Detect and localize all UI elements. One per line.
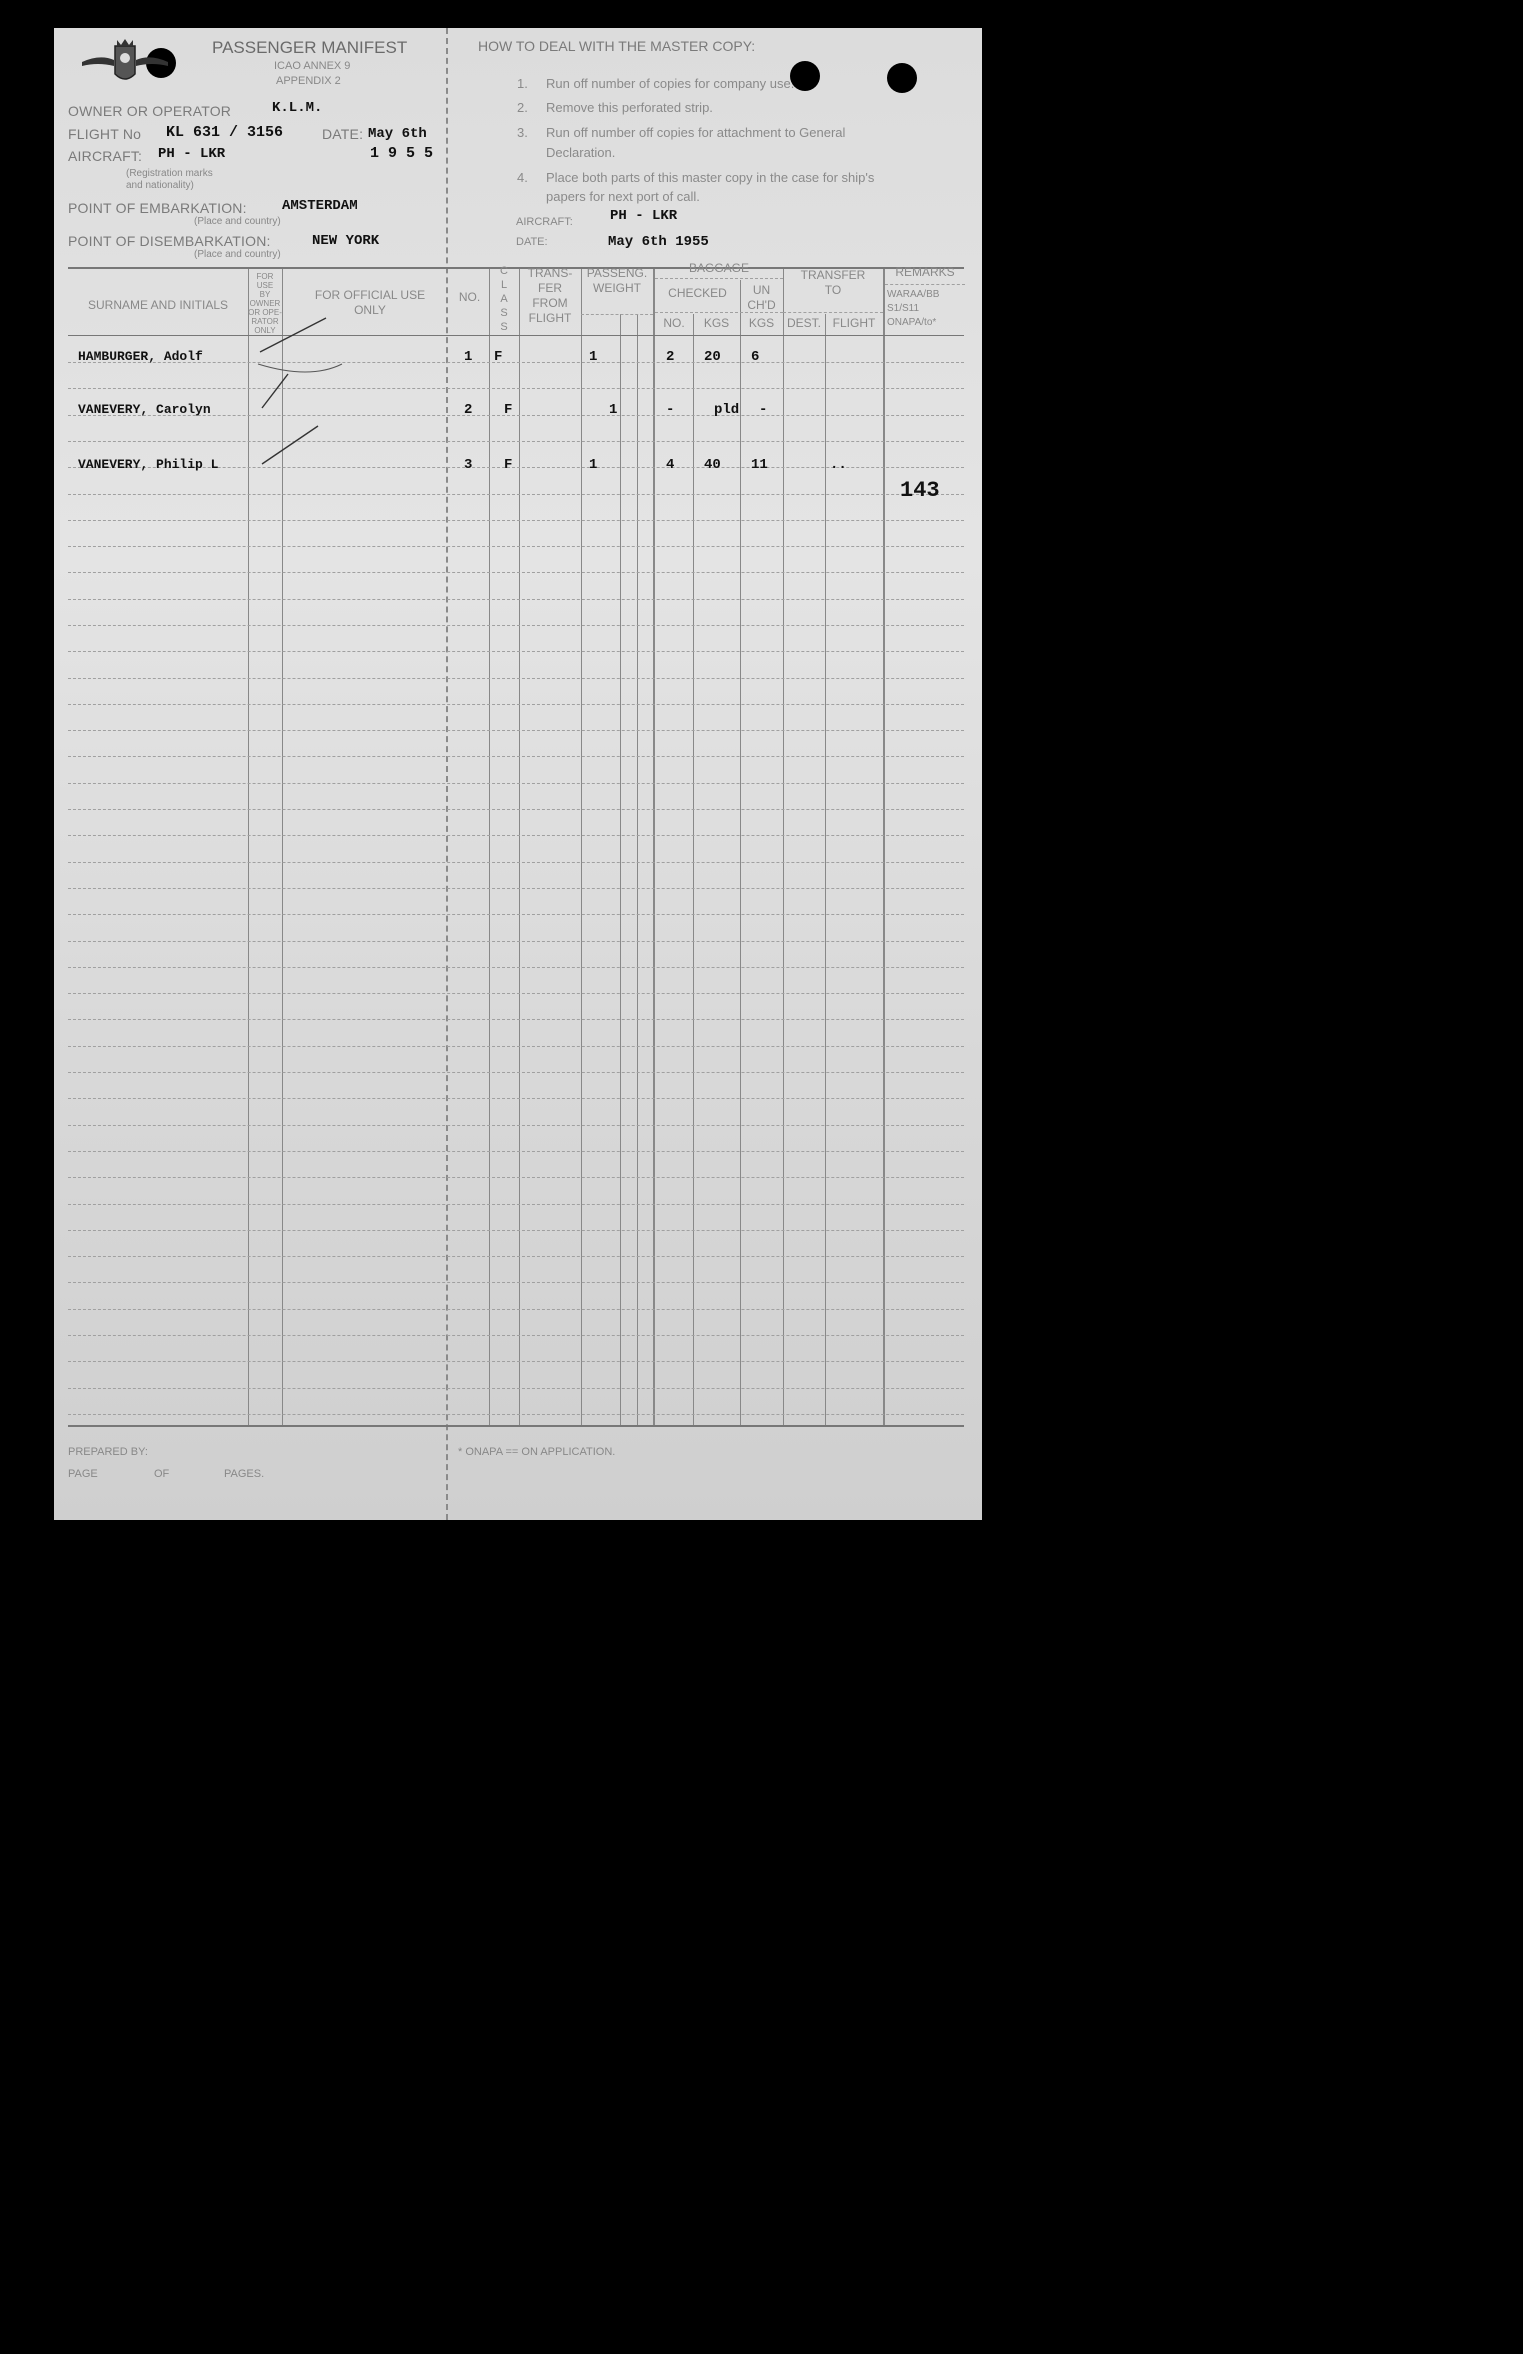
col-header-checked: CHECKED: [668, 286, 727, 300]
passenger-class: F: [504, 457, 513, 473]
flight-label: FLIGHT No: [68, 126, 142, 142]
baggage-no: 4: [666, 457, 675, 473]
ruled-line: [68, 1046, 964, 1047]
ruled-line: [68, 1125, 964, 1126]
ruled-line: [68, 941, 964, 942]
table-bottom-rule: [68, 1425, 964, 1427]
col-header-class: C L A S S: [500, 265, 508, 333]
date-value-2: 1 9 5 5: [370, 145, 434, 162]
form-title: PASSENGER MANIFEST: [212, 38, 408, 57]
ruled-line: [68, 520, 964, 521]
ruled-line: [68, 1019, 964, 1020]
instr-aircraft-label: AIRCRAFT:: [516, 216, 573, 228]
ruled-line: [68, 388, 964, 389]
col-divider: [693, 314, 694, 1426]
owner-value: K.L.M.: [272, 100, 323, 116]
check-marks: [250, 308, 370, 468]
ruled-line: [68, 678, 964, 679]
ruled-line: [68, 625, 964, 626]
klm-crest-logo: [80, 36, 170, 92]
passenger-weight-b: 1: [609, 402, 618, 418]
passenger-weight-a: 1: [589, 457, 598, 473]
passenger-class: F: [494, 349, 503, 365]
instruction-number: 3.: [517, 125, 528, 140]
col-header-unchecked: UN CH'D: [747, 283, 776, 312]
col-header-surname: SURNAME AND INITIALS: [87, 298, 229, 312]
col-header-transfer-from: TRANS- FER FROM FLIGHT: [527, 266, 573, 325]
instructions-title: HOW TO DEAL WITH THE MASTER COPY:: [478, 38, 756, 54]
col-header-remarks-sub: WARAA/BB S1/S11 ONAPA/to*: [887, 289, 940, 328]
date-value-1: May 6th: [368, 126, 427, 142]
instruction-text: papers for next port of call.: [546, 189, 700, 204]
col-header-official-use: FOR OFFICIAL USE ONLY: [314, 288, 426, 317]
instruction-number: 4.: [517, 170, 528, 185]
instruction-number: 1.: [517, 76, 528, 91]
header-subrule: [783, 312, 883, 313]
unchecked-kgs: 11: [751, 457, 768, 473]
baggage-no: 2: [666, 349, 675, 365]
passenger-weight-a: 1: [589, 349, 598, 365]
ruled-line: [68, 730, 964, 731]
col-divider: [740, 280, 741, 1426]
ruled-line: [68, 572, 964, 573]
instruction-text: Run off number of copies for company use.: [546, 76, 795, 91]
date-label: DATE:: [322, 126, 364, 142]
unchecked-kgs: 6: [751, 349, 760, 365]
unchecked-kgs: -: [759, 402, 768, 418]
col-divider: [883, 269, 885, 1426]
ruled-line: [68, 546, 964, 547]
ruled-line: [68, 809, 964, 810]
instr-date-label: DATE:: [516, 236, 548, 248]
col-divider: [581, 269, 582, 1426]
transfer-flight: ..: [830, 457, 847, 473]
baggage-no: -: [666, 402, 675, 418]
ruled-line: [68, 835, 964, 836]
instr-aircraft-value: PH - LKR: [610, 208, 678, 224]
col-header-owner-use: FOR USE BY OWNER OR OPE- RATOR ONLY: [248, 272, 282, 335]
col-divider: [620, 314, 621, 1426]
instruction-text: Declaration.: [546, 145, 616, 160]
ruled-line: [68, 783, 964, 784]
baggage-kgs: 20: [704, 349, 721, 365]
onapa-note: * ONAPA == ON APPLICATION.: [458, 1446, 616, 1458]
ruled-line: [68, 494, 964, 495]
owner-label: OWNER OR OPERATOR: [68, 103, 232, 119]
col-header-passenger-weight: PASSENG. WEIGHT: [586, 266, 648, 295]
embarkation-value: AMSTERDAM: [282, 198, 358, 214]
passenger-name: VANEVERY, Philip L: [78, 457, 219, 472]
col-header-dest: DEST.: [786, 316, 821, 330]
header-subrule: [581, 314, 653, 315]
header-subrule: [885, 284, 965, 285]
instruction-text: Remove this perforated strip.: [546, 100, 713, 115]
ruled-line: [68, 599, 964, 600]
col-divider: [637, 314, 638, 1426]
ruled-line: [68, 756, 964, 757]
ruled-line: [68, 1072, 964, 1073]
col-header-no: NO.: [458, 290, 481, 304]
col-divider: [825, 314, 826, 1426]
ruled-line: [68, 1151, 964, 1152]
registration-note-2: and nationality): [126, 180, 194, 191]
col-header-remarks: REMARKS: [895, 265, 955, 279]
ruled-line: [68, 888, 964, 889]
punch-hole: [790, 61, 820, 91]
punch-hole: [887, 63, 917, 93]
appendix-label: APPENDIX 2: [276, 75, 341, 87]
col-header-transfer-to: TRANSFER TO: [800, 268, 866, 297]
embarkation-label: POINT OF EMBARKATION:: [68, 200, 247, 216]
instruction-number: 2.: [517, 100, 528, 115]
instruction-text: Run off number off copies for attachment to General: [546, 125, 846, 140]
passenger-no: 2: [464, 402, 473, 418]
aircraft-value: PH - LKR: [158, 146, 226, 162]
ruled-line: [68, 993, 964, 994]
header-bottom-rule: [68, 335, 964, 336]
disembarkation-note: (Place and country): [194, 249, 281, 260]
ruled-line: [68, 914, 964, 915]
col-header-bag-no: NO.: [663, 316, 685, 330]
baggage-kgs: 40: [704, 457, 721, 473]
ruled-line: [68, 441, 964, 442]
prepared-by-label: PREPARED BY:: [68, 1446, 148, 1458]
perforation-line: [446, 28, 448, 1520]
flight-value: KL 631 / 3156: [166, 124, 284, 141]
disembarkation-value: NEW YORK: [312, 233, 380, 249]
col-header-baggage: BAGGAGE: [688, 261, 750, 275]
instruction-text: Place both parts of this master copy in the case for ship's: [546, 170, 875, 185]
passenger-name: VANEVERY, Carolyn: [78, 402, 211, 417]
passenger-name: HAMBURGER, Adolf: [78, 349, 203, 364]
ruled-line: [68, 1204, 964, 1205]
baggage-kgs: pld: [714, 402, 740, 418]
ruled-line: [68, 1098, 964, 1099]
col-divider: [248, 269, 249, 1426]
col-divider: [653, 269, 655, 1426]
instr-date-value: May 6th 1955: [608, 234, 709, 250]
col-header-unchecked-kgs: KGS: [748, 316, 775, 330]
ruled-line: [68, 1388, 964, 1389]
ruled-line: [68, 1309, 964, 1310]
passenger-no: 3: [464, 457, 473, 473]
embarkation-note: (Place and country): [194, 216, 281, 227]
header-subrule: [655, 278, 783, 279]
col-divider: [783, 269, 784, 1426]
manifest-page: [54, 28, 982, 1520]
col-divider: [519, 269, 520, 1426]
stamp-number: 143: [900, 478, 940, 503]
page-label: PAGE: [68, 1468, 98, 1480]
ruled-line: [68, 1230, 964, 1231]
ruled-line: [68, 967, 964, 968]
ruled-line: [68, 1361, 964, 1362]
ruled-line: [68, 1335, 964, 1336]
passenger-class: F: [504, 402, 513, 418]
ruled-line: [68, 651, 964, 652]
ruled-line: [68, 1282, 964, 1283]
ruled-line: [68, 1256, 964, 1257]
disembarkation-label: POINT OF DISEMBARKATION:: [68, 233, 271, 249]
ruled-line: [68, 704, 964, 705]
col-header-kgs: KGS: [703, 316, 730, 330]
registration-note-1: (Registration marks: [126, 168, 213, 179]
passenger-no: 1: [464, 349, 473, 365]
ruled-line: [68, 1177, 964, 1178]
ruled-line: [68, 862, 964, 863]
ruled-line: [68, 1414, 964, 1415]
col-divider: [489, 269, 490, 1426]
pages-label: PAGES.: [224, 1468, 265, 1480]
of-label: OF: [154, 1468, 170, 1480]
col-header-flight: FLIGHT: [832, 316, 876, 330]
annex-label: ICAO ANNEX 9: [274, 60, 351, 72]
aircraft-label: AIRCRAFT:: [68, 148, 143, 164]
